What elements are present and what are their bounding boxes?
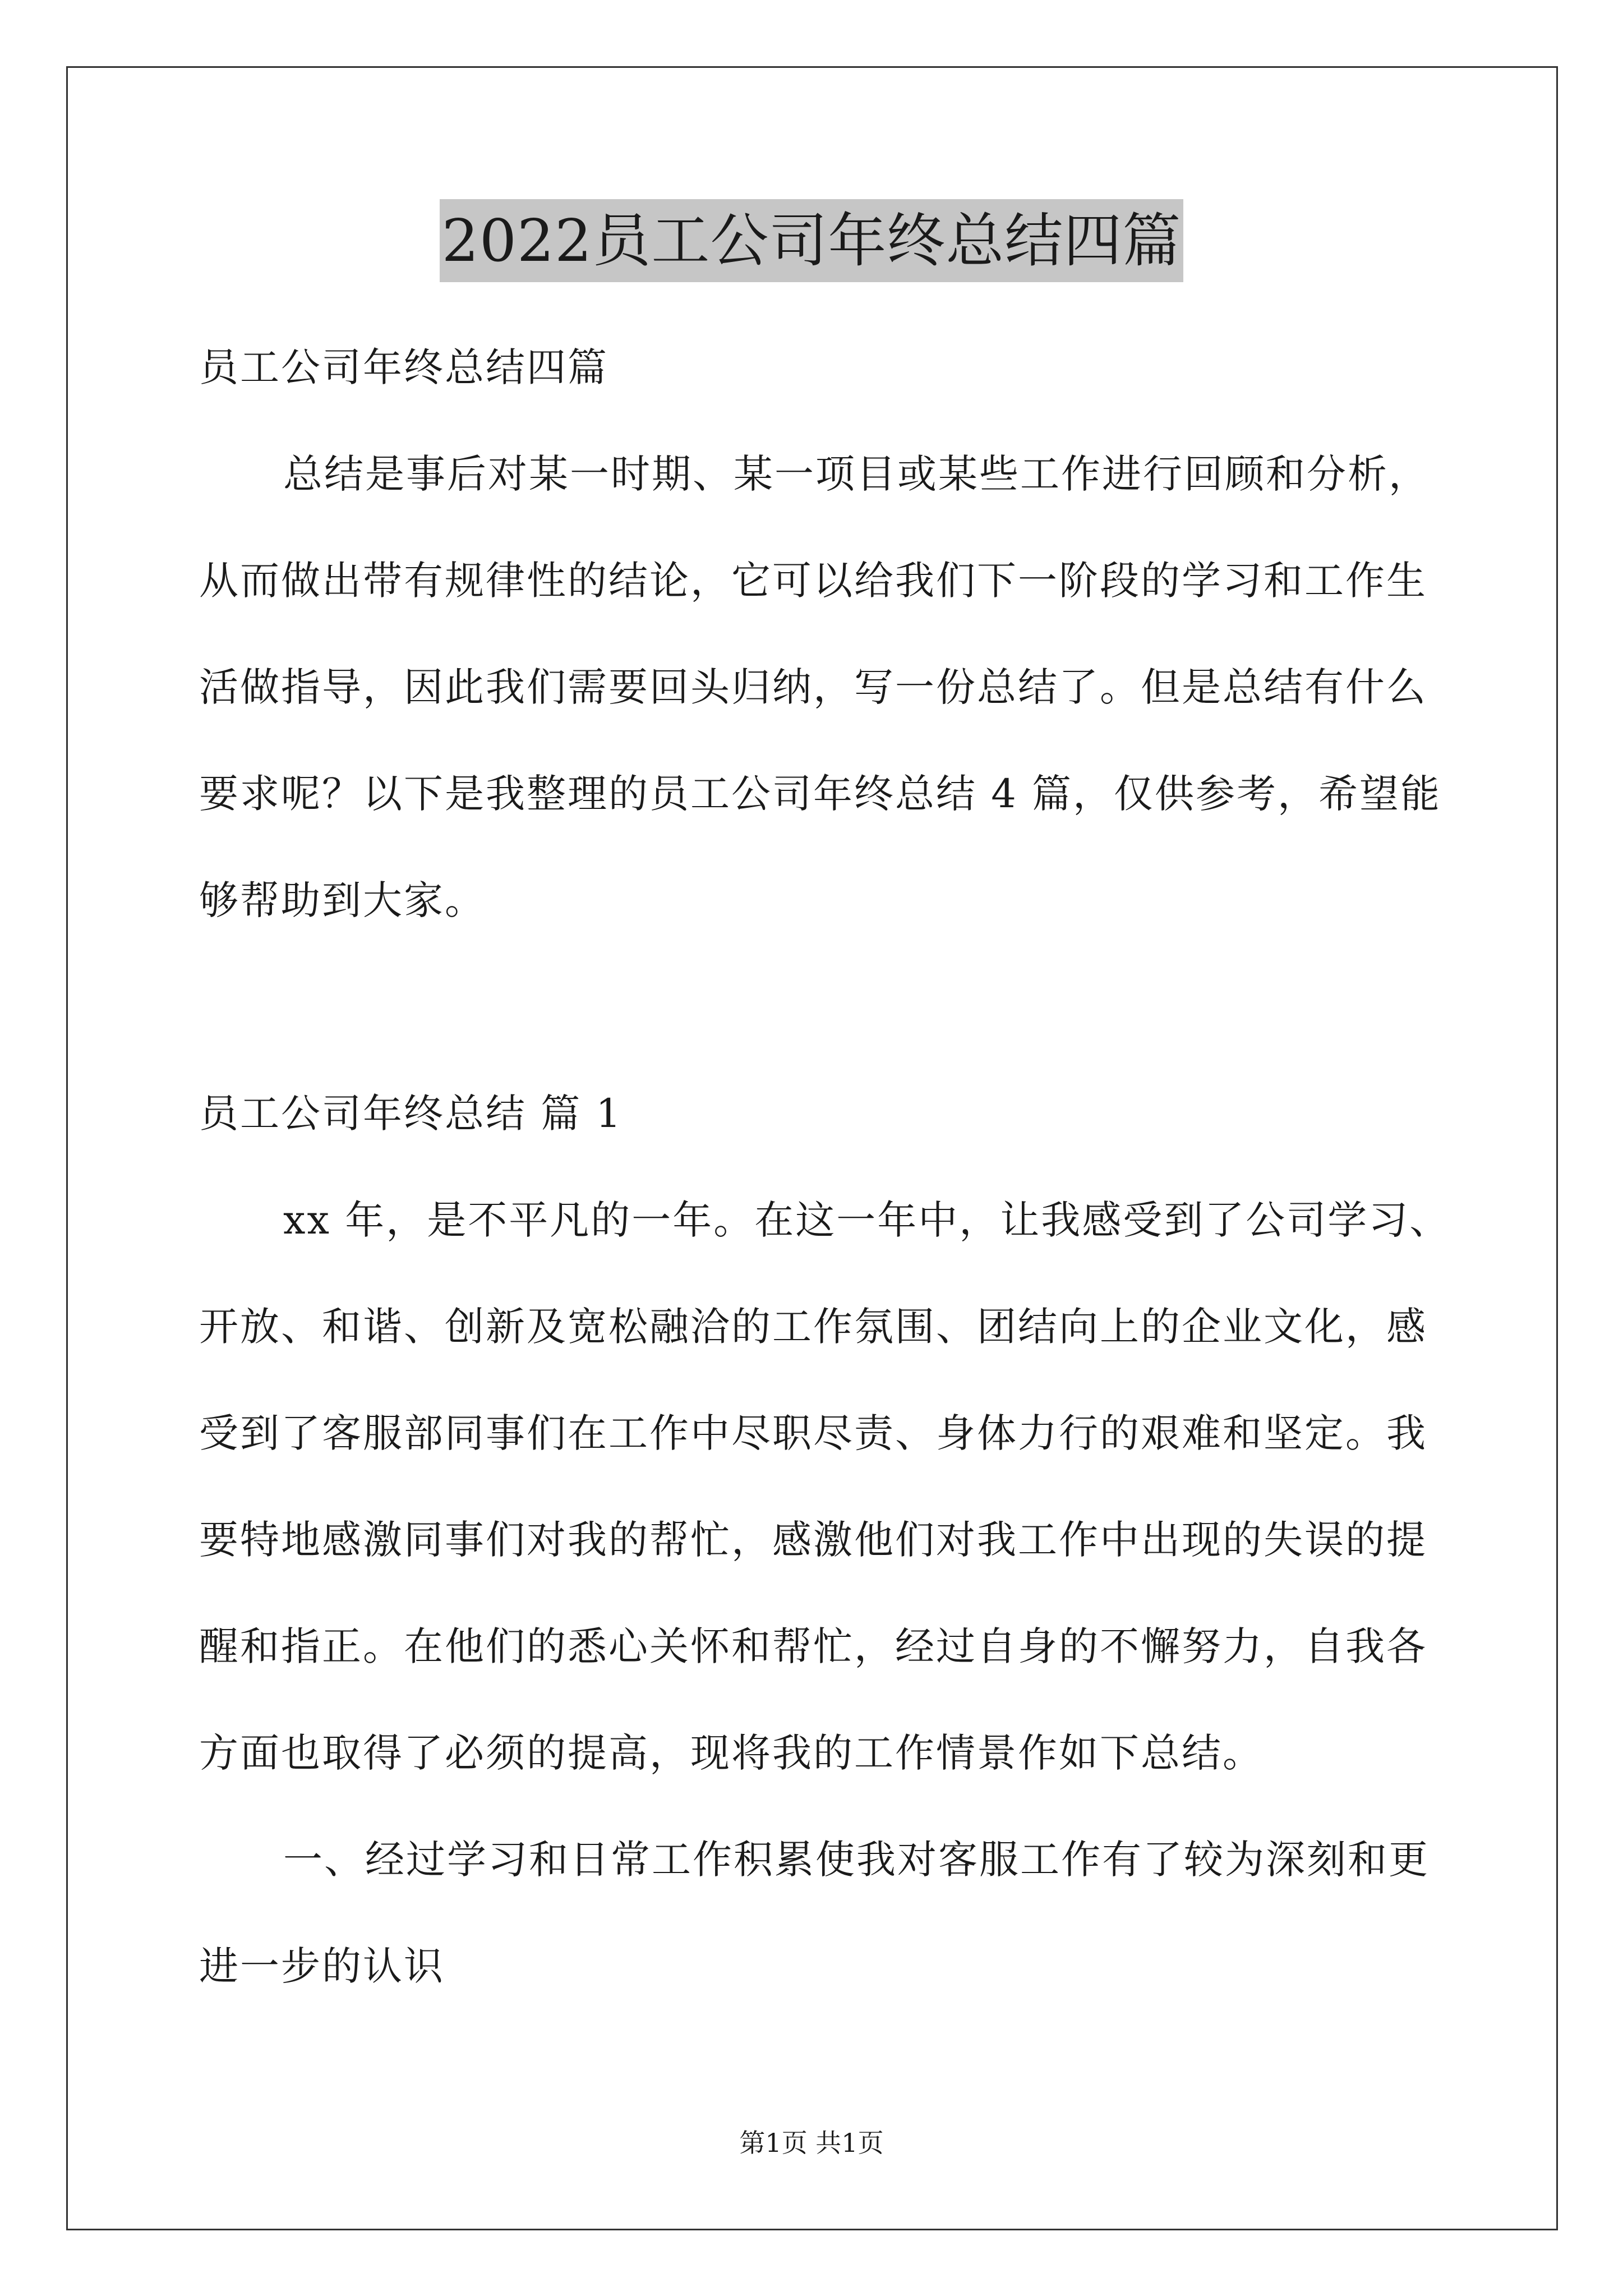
paragraph-line: 总结是事后对某一时期、某一项目或某些工作进行回顾和分析，: [283, 451, 1430, 497]
subtitle-line: 员工公司年终总结四篇: [199, 344, 608, 390]
paragraph-line: 方面也取得了必须的提高，现将我的工作情景作如下总结。: [199, 1730, 1264, 1776]
page-footer: 第1页 共1页: [739, 2128, 884, 2158]
paragraph-line: 要求呢？以下是我整理的员工公司年终总结 4 篇，仅供参考，希望能: [199, 771, 1442, 817]
paragraph-line: 够帮助到大家。: [199, 877, 486, 923]
spacer: [199, 954, 1433, 1060]
paragraph-line: xx 年，是不平凡的一年。在这一年中，让我感受到了公司学习、: [283, 1197, 1451, 1243]
section-heading: 员工公司年终总结 篇 1: [199, 1091, 623, 1137]
document-title: 2022员工公司年终总结四篇: [440, 199, 1184, 282]
paragraph-line: 进一步的认识: [199, 1943, 445, 1989]
title-container: [0, 199, 1623, 282]
paragraph-line: 一、经过学习和日常工作积累使我对客服工作有了较为深刻和更: [283, 1837, 1430, 1883]
paragraph-line: 从而做出带有规律性的结论，它可以给我们下一阶段的学习和工作生: [199, 558, 1427, 604]
paragraph-line: 开放、和谐、创新及宽松融洽的工作氛围、团结向上的企业文化，感: [199, 1304, 1427, 1350]
paragraph-line: 醒和指正。在他们的悉心关怀和帮忙，经过自身的不懈努力，自我各: [199, 1623, 1427, 1669]
paragraph-line: 活做指导，因此我们需要回头归纳，写一份总结了。但是总结有什么: [199, 664, 1427, 710]
paragraph-line: 受到了客服部同事们在工作中尽职尽责、身体力行的艰难和坚定。我: [199, 1410, 1427, 1456]
document-body: [199, 314, 1451, 2019]
paragraph-line: 要特地感激同事们对我的帮忙，感激他们对我工作中出现的失误的提: [199, 1517, 1427, 1563]
